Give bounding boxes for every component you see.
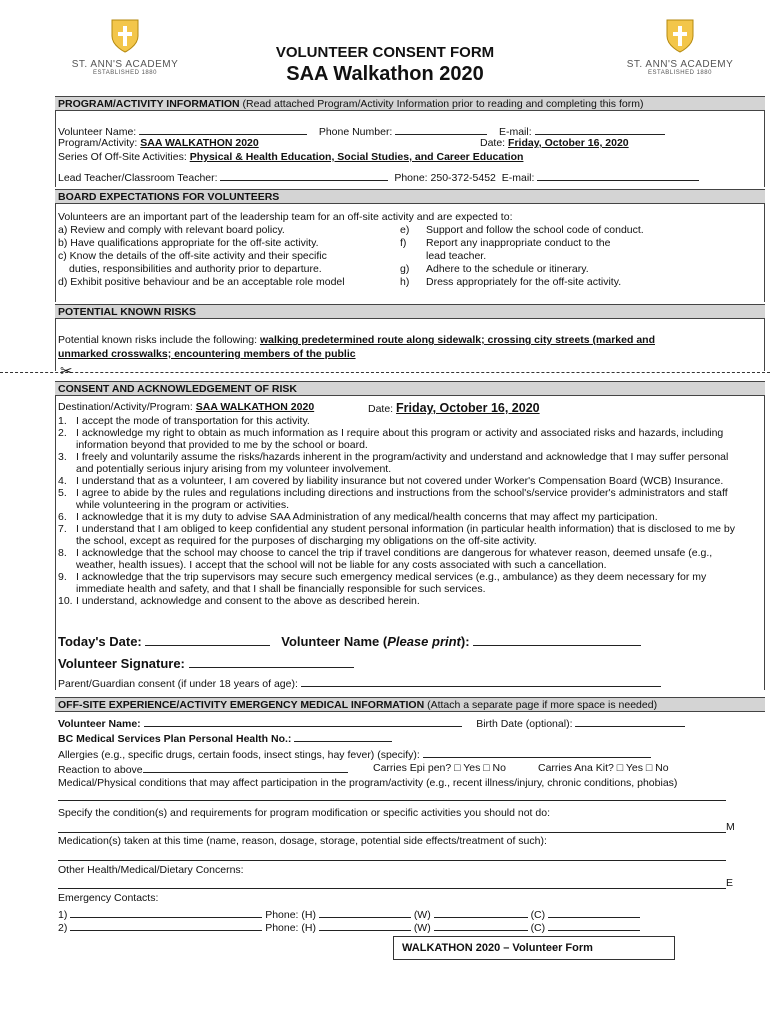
contact1-cell-field[interactable] xyxy=(548,907,640,918)
logo-established: ESTABLISHED 1880 xyxy=(93,70,157,76)
board-list-left xyxy=(58,224,345,289)
epipen-question[interactable]: Carries Epi pen? □ Yes □ No xyxy=(373,762,506,774)
risks-line2: unmarked crosswalks; encountering members of the public xyxy=(58,348,356,360)
medical-volunteer-name-field[interactable] xyxy=(144,716,462,727)
other-concerns-field[interactable] xyxy=(58,878,726,889)
cut-line xyxy=(0,372,770,373)
form-title-main: VOLUNTEER CONSENT FORM xyxy=(275,44,495,61)
reaction-field[interactable] xyxy=(143,762,348,773)
signature-row: Volunteer Signature: xyxy=(58,656,354,671)
signature-field[interactable] xyxy=(189,657,354,668)
phone-field[interactable] xyxy=(395,124,487,135)
consent-item: 8. I acknowledge that the school may choose to cancel the trip if travel conditions are dangerous for whatever reason, deemed unsafe (e.g., weather, health issues). I accept that the school will not be liable for any costs associated with such a cancellation. xyxy=(58,547,713,571)
consent-item: 5. I agree to abide by the rules and regulations including directions and instructions from the school's/service provider's administrators and staff while volunteering in the program or activities. xyxy=(58,487,728,511)
conditions-field[interactable] xyxy=(58,790,726,801)
contact2-name-field[interactable] xyxy=(70,920,262,931)
form-title xyxy=(0,44,770,86)
medication-label: Medication(s) taken at this time (name, reason, dosage, storage, potential side effects/treatment of such): xyxy=(58,835,547,847)
board-expectation-item: duties, responsibilities and authority prior to departure. xyxy=(69,263,322,275)
footer-label: WALKATHON 2020 – Volunteer Form xyxy=(393,936,675,960)
margin-mark-m: M xyxy=(726,821,735,833)
bc-phn-row: BC Medical Services Plan Personal Health No.: xyxy=(58,731,392,745)
series-value: Physical & Health Education, Social Studies, and Career Education xyxy=(189,151,524,163)
destination-row: Destination/Activity/Program: SAA WALKATHON 2020 Date: Friday, October 16, 2020 xyxy=(58,401,540,415)
board-expectation-item: a) Review and comply with relevant board policy. xyxy=(58,224,285,236)
parent-consent-row: Parent/Guardian consent (if under 18 years of age): xyxy=(58,676,661,690)
consent-item: 4. I understand that as a volunteer, I am covered by liability insurance but not covered under Worker's Compensation Board (WCB) Insurance. xyxy=(58,475,724,487)
board-expectation-item: g) Adhere to the schedule or itinerary. xyxy=(400,263,589,275)
medication-field[interactable] xyxy=(58,850,726,861)
allergies-field[interactable] xyxy=(423,747,651,758)
board-expectation-item: f) Report any inappropriate conduct to the xyxy=(400,237,611,249)
lead-email-field[interactable] xyxy=(537,170,699,181)
consent-item: 2. I acknowledge my right to obtain as much information as I require about this program or activity and associated risks and hazards, including information beyond that provided to me by the school or board. xyxy=(58,427,724,451)
section-program-header: PROGRAM/ACTIVITY INFORMATION (Read attached Program/Activity Information prior to reading and completing this form) xyxy=(55,96,765,111)
program-activity-row: Program/Activity: SAA WALKATHON 2020 Date: Friday, October 16, 2020 xyxy=(58,137,629,149)
board-list-right xyxy=(400,224,644,289)
section-risks-header: POTENTIAL KNOWN RISKS xyxy=(55,304,765,319)
scissors-icon: ✂ xyxy=(60,363,73,380)
todays-date-field[interactable] xyxy=(145,635,270,646)
email-field[interactable] xyxy=(535,124,665,135)
emergency-label: Emergency Contacts: xyxy=(58,892,159,904)
section-board-header: BOARD EXPECTATIONS FOR VOLUNTEERS xyxy=(55,189,765,204)
volunteer-print-name-field[interactable] xyxy=(473,635,641,646)
contact2-cell-field[interactable] xyxy=(548,920,640,931)
board-intro: Volunteers are an important part of the leadership team for an off-site activity and are expected to: xyxy=(58,211,513,223)
emergency-contact-1: 1) Phone: (H) (W) (C) xyxy=(58,907,640,921)
birth-date-field[interactable] xyxy=(575,716,685,727)
specify-field[interactable] xyxy=(58,822,726,833)
parent-consent-field[interactable] xyxy=(301,676,661,687)
contact2-home-field[interactable] xyxy=(319,920,411,931)
volunteer-name-row: Volunteer Name: Phone Number: E-mail: xyxy=(58,124,665,138)
contact1-home-field[interactable] xyxy=(319,907,411,918)
logo-name: ST. ANN'S ACADEMY xyxy=(71,59,179,70)
board-expectation-item: b) Have qualifications appropriate for the off-site activity. xyxy=(58,237,319,249)
lead-teacher-field[interactable] xyxy=(220,170,388,181)
anakit-question[interactable]: Carries Ana Kit? □ Yes □ No xyxy=(538,762,669,774)
series-row: Series Of Off-Site Activities: Physical & Health Education, Social Studies, and Career Education xyxy=(58,151,524,163)
form-subtitle: SAA Walkathon 2020 xyxy=(286,63,484,85)
board-expectation-item: c) Know the details of the off-site activity and their specific xyxy=(58,250,327,262)
todays-date-row: Today's Date: Volunteer Name (Please print): xyxy=(58,634,641,649)
consent-item: 1. I accept the mode of transportation for this activity. xyxy=(58,415,310,427)
contact1-work-field[interactable] xyxy=(434,907,528,918)
volunteer-name-field[interactable] xyxy=(139,124,307,135)
consent-item: 7. I understand that I am obliged to keep confidential any student personal information (in particular health information) that is disclosed to me by the school, except as required for the purposes of discharging my obligations on the off-site activity. xyxy=(58,523,735,547)
contact2-work-field[interactable] xyxy=(434,920,528,931)
board-expectation-item: e) Support and follow the school code of conduct. xyxy=(400,224,644,236)
consent-item: 9. I acknowledge that the trip supervisors may secure such emergency medical services (e.g., ambulance) as they deem necessary for my immediate health and safety, and that I shall be financially responsible for such services. xyxy=(58,571,707,595)
consent-item: 3. I freely and voluntarily assume the risks/hazards inherent in the program/activity and understand and acknowledge that I may suffer personal and potentially serious injury arising from my volunteer involvement. xyxy=(58,451,729,475)
consent-item: 6. I acknowledge that it is my duty to advise SAA Administration of any medical/health concerns that may affect my participation. xyxy=(58,511,658,523)
section-consent-header: CONSENT AND ACKNOWLEDGEMENT OF RISK xyxy=(55,381,765,396)
allergies-row: Allergies (e.g., specific drugs, certain foods, insect stings, hay fever) (specify): xyxy=(58,747,651,761)
other-concerns-label: Other Health/Medical/Dietary Concerns: xyxy=(58,864,244,876)
board-expectation-item: d) Exhibit positive behaviour and be an acceptable role model xyxy=(58,276,345,288)
lead-teacher-row: Lead Teacher/Classroom Teacher: Phone: 250-372-5452 E-mail: xyxy=(58,170,699,184)
consent-item: 10. I understand, acknowledge and consent to the above as described herein. xyxy=(58,595,420,607)
contact1-name-field[interactable] xyxy=(70,907,262,918)
emergency-contact-2: 2) Phone: (H) (W) (C) xyxy=(58,920,640,934)
conditions-label: Medical/Physical conditions that may affect participation in the program/activity (e.g., recent illness/injury, chronic conditions, phobias) xyxy=(58,777,678,789)
margin-mark-e: E xyxy=(726,877,734,889)
risks-line1: Potential known risks include the following: walking predetermined route along sidewalk; crossing city streets (marked and xyxy=(58,334,655,346)
consent-date: Friday, October 16, 2020 xyxy=(396,401,540,415)
reaction-row: Reaction to above Carries Epi pen? □ Yes □ No Carries Ana Kit? □ Yes □ No xyxy=(58,762,669,776)
section-medical-header: OFF-SITE EXPERIENCE/ACTIVITY EMERGENCY MEDICAL INFORMATION (Attach a separate page if more space is needed) xyxy=(55,697,765,712)
phn-field[interactable] xyxy=(294,731,392,742)
consent-list xyxy=(58,415,748,607)
logo-name: ST. ANN'S ACADEMY xyxy=(626,59,734,70)
logo-established: ESTABLISHED 1880 xyxy=(648,70,712,76)
program-value: SAA WALKATHON 2020 xyxy=(140,137,259,149)
board-expectation-item: lead teacher. xyxy=(426,250,487,262)
board-expectation-item: h) Dress appropriately for the off-site activity. xyxy=(400,276,622,288)
medical-name-row: Volunteer Name: Birth Date (optional): xyxy=(58,716,685,730)
destination-value: SAA WALKATHON 2020 xyxy=(195,401,315,413)
program-date: Friday, October 16, 2020 xyxy=(508,137,629,149)
specify-label: Specify the condition(s) and requirements for program modification or specific activities you should not do: xyxy=(58,807,550,819)
